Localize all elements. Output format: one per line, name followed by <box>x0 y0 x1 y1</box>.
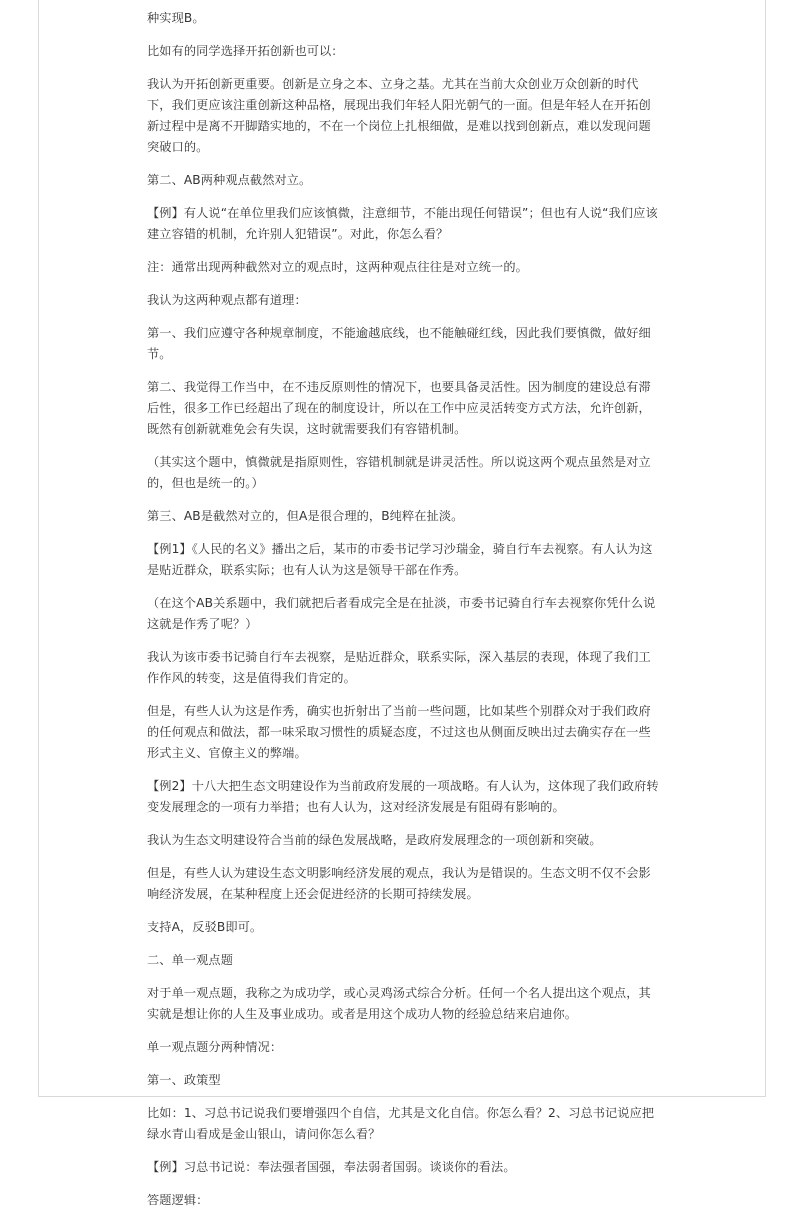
paragraph: （其实这个题中，慎微就是指原则性，容错机制就是讲灵活性。所以说这两个观点虽然是对立的，但也是统一的。） <box>147 455 651 490</box>
example-paragraph: 【例1】《人民的名义》播出之后，某市的市委书记学习沙瑞金，骑自行车去视察。有人认为这是贴近群众，联系实际；也有人认为这是领导干部在作秀。 <box>147 542 653 577</box>
paragraph: 但是，有些人认为这是作秀，确实也折射出了当前一些问题，比如某些个别群众对于我们政府的任何观点和做法，都一味采取习惯性的质疑态度，不过这也从侧面反映出过去确实存在一些形式主义、官僚主义的弊端。 <box>147 704 651 760</box>
paragraph: 答题逻辑： <box>147 1193 209 1207</box>
paragraph: 比如：1、习总书记说我们要增强四个自信，尤其是文化自信。你怎么看？2、习总书记说应把绿水青山看成是金山银山，请问你怎么看？ <box>147 1106 655 1141</box>
section-heading: 第一、政策型 <box>147 1073 221 1087</box>
paragraph: 第二、我觉得工作当中，在不违反原则性的情况下，也要具备灵活性。因为制度的建设总有滞后性，很多工作已经超出了现在的制度设计，所以在工作中应灵活转变方式方法，允许创新，既然有创新就难免会有失误，这时就需要我们有容错机制。 <box>147 380 651 436</box>
example-paragraph: 【例2】十八大把生态文明建设作为当前政府发展的一项战略。有人认为，这体现了我们政府转变发展理念的一项有力举措；也有人认为，这对经济发展是有阻碍有影响的。 <box>147 779 659 814</box>
paragraph: 我认为该市委书记骑自行车去视察，是贴近群众，联系实际，深入基层的表现，体现了我们工作作风的转变，这是值得我们肯定的。 <box>147 650 651 685</box>
paragraph: 我认为生态文明建设符合当前的绿色发展战略，是政府发展理念的一项创新和突破。 <box>147 833 602 847</box>
section-heading: 二、单一观点题 <box>147 953 234 967</box>
paragraph: 我认为这两种观点都有道理： <box>147 293 307 307</box>
paragraph: 对于单一观点题，我称之为成功学，或心灵鸡汤式综合分析。任何一个名人提出这个观点，其实就是想让你的人生及事业成功。或者是用这个成功人物的经验总结来启迪你。 <box>147 986 651 1021</box>
paragraph: 我认为开拓创新更重要。创新是立身之本、立身之基。尤其在当前大众创业万众创新的时代下，我们更应该注重创新这种品格，展现出我们年轻人阳光朝气的一面。但是年轻人在开拓创新过程中是离不开脚踏实地的，不在一个岗位上扎根细做，是难以找到创新点，难以发现问题突破口的。 <box>147 77 651 154</box>
section-heading: 第二、AB两种观点截然对立。 <box>147 173 312 187</box>
paragraph-cut-off: 种实现B。 <box>147 11 205 25</box>
section-heading: 第三、AB是截然对立的，但A是很合理的，B纯粹在扯淡。 <box>147 509 464 523</box>
example-paragraph: 【例】习总书记说：奉法强者国强，奉法弱者国弱。谈谈你的看法。 <box>147 1160 516 1174</box>
paragraph: 支持A，反驳B即可。 <box>147 920 263 934</box>
paragraph: 第一、我们应遵守各种规章制度，不能逾越底线，也不能触碰红线，因此我们要慎微，做好细节。 <box>147 326 651 361</box>
paragraph: 单一观点题分两种情况： <box>147 1040 283 1054</box>
paragraph: 比如有的同学选择开拓创新也可以： <box>147 44 344 58</box>
example-paragraph: 【例】有人说“在单位里我们应该慎微，注意细节，不能出现任何错误”；但也有人说“我们应该建立容错的机制，允许别人犯错误”。对此，你怎么看？ <box>147 206 658 241</box>
paragraph: 但是，有些人认为建设生态文明影响经济发展的观点，我认为是错误的。生态文明不仅不会影响经济发展，在某种程度上还会促进经济的长期可持续发展。 <box>147 866 651 901</box>
document-content <box>147 11 663 1223</box>
note-paragraph: 注：通常出现两种截然对立的观点时，这两种观点往往是对立统一的。 <box>147 260 528 274</box>
document-page <box>38 0 766 1207</box>
paragraph: （在这个AB关系题中，我们就把后者看成完全是在扯淡，市委书记骑自行车去视察你凭什么说这就是作秀了呢？） <box>147 596 656 631</box>
